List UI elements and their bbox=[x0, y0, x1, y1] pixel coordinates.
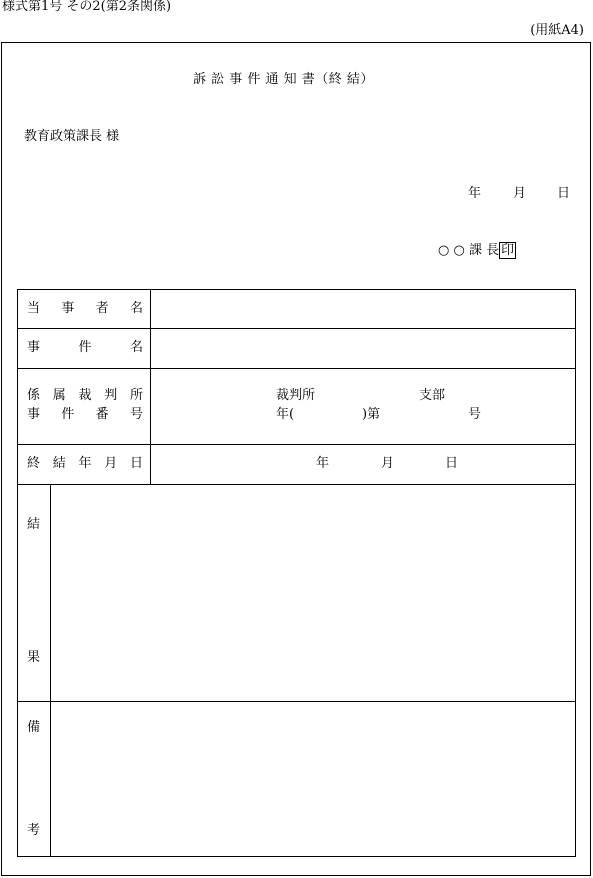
date-day: 日 bbox=[557, 186, 571, 201]
date-year: 年 bbox=[468, 186, 482, 201]
result-label-bottom: 果 bbox=[27, 650, 41, 665]
end-date-year: 年 bbox=[316, 456, 330, 471]
case-number-year: 年( bbox=[276, 407, 295, 422]
row-divider bbox=[17, 328, 576, 329]
result-label-top: 結 bbox=[27, 517, 41, 532]
row-divider bbox=[17, 444, 576, 445]
row-divider bbox=[17, 701, 576, 702]
paper-size: (用紙A4) bbox=[530, 23, 584, 38]
form-number: 様式第1号 その2(第2条関係) bbox=[2, 0, 172, 14]
column-divider-narrow bbox=[50, 484, 51, 857]
court-value-court: 裁判所 bbox=[276, 388, 316, 403]
column-divider bbox=[150, 289, 151, 485]
row-divider bbox=[17, 368, 576, 369]
document-title: 訴 訟 事 件 通 知 書（終 結） bbox=[193, 72, 374, 87]
court-label: 係 属 裁 判 所 bbox=[27, 388, 143, 403]
case-number-end: 号 bbox=[468, 407, 482, 422]
end-date-month: 月 bbox=[381, 456, 395, 471]
row-divider bbox=[17, 484, 576, 485]
notes-label-top: 備 bbox=[27, 720, 41, 735]
seal-mark: 印 bbox=[501, 243, 515, 258]
date-month: 月 bbox=[513, 186, 527, 201]
case-number-label: 事 件 番 号 bbox=[27, 407, 143, 422]
end-date-day: 日 bbox=[445, 456, 459, 471]
party-label: 当 事 者 名 bbox=[27, 301, 143, 316]
end-date-label: 終 結 年 月 日 bbox=[27, 456, 143, 471]
sender-mark: ○ ○ 課 長 bbox=[438, 243, 500, 258]
notes-label-bottom: 考 bbox=[27, 823, 41, 838]
case-number-mid: )第 bbox=[362, 407, 381, 422]
table-border-top bbox=[17, 289, 576, 290]
sender bbox=[438, 244, 516, 257]
table-border-right bbox=[575, 289, 576, 857]
table-border-bottom bbox=[17, 856, 576, 857]
court-value-branch: 支部 bbox=[419, 388, 446, 403]
case-label: 事 件 名 bbox=[27, 340, 143, 355]
table-border-left bbox=[17, 289, 18, 857]
addressee: 教育政策課長 様 bbox=[24, 129, 120, 144]
